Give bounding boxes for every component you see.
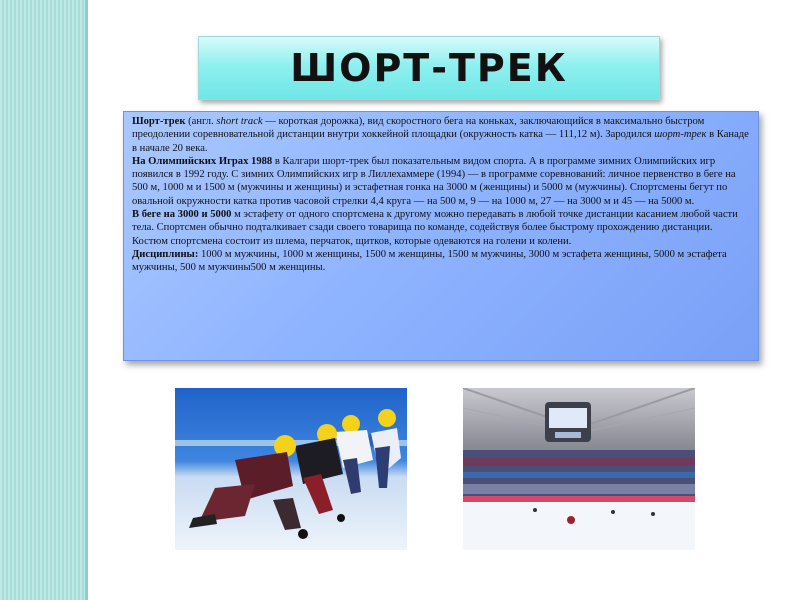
relay-heading: В беге на 3000 и 5000 [132, 209, 232, 221]
italic-term: шорт-трек [654, 129, 707, 141]
ice-arena-photo [463, 388, 695, 550]
paragraph-intro [132, 115, 750, 155]
text-span: (англ. [185, 116, 217, 127]
paragraph-relay [132, 208, 750, 248]
english-term: short track [216, 116, 263, 127]
disciplines-heading: Дисциплины: [132, 248, 199, 260]
text-span: м эстафету от одного спортсмена к другому можно передавать в любой точке дистанции касанием любой части тела. Спортсмен обычно подталкивает сзади своего товарища по команде, содействуя более быстрому прохождению дистанции. Костюм спортсмена состоит из шлема, перчаток, щитков, которые одеваются на голени и колени. [132, 209, 738, 247]
term-short-track: Шорт-трек [132, 116, 186, 127]
paragraph-olympics [132, 155, 750, 208]
title-banner [198, 36, 660, 100]
text-span: 1000 м мужчины, 1000 м женщины, 1500 м женщины, 1500 м мужчины, 3000 м эстафета женщины, 5000 м эстафета мужчины, 500 м мужчины500 м женщины. [132, 248, 727, 274]
left-decorative-stripe [0, 0, 88, 600]
text-span: в Канаде в начале 20 века. [132, 129, 749, 154]
olympics-heading: На Олимпийских Играх 1988 [132, 155, 273, 167]
paragraph-disciplines [132, 248, 750, 275]
text-span: — короткая дорожка), вид скоростного бега на коньках, заключающийся в максимально быстром преодолении соревновательной дистанции внутри хоккейной площадки (окружность катка — 111,12 м). Зародился [132, 116, 705, 141]
short-track-skaters-photo [175, 388, 407, 550]
text-span: в Калгари шорт-трек был показательным видом спорта. А в программе зимних Олимпийских игр появился в 1992 году. С зимних Олимпийских игр в Лиллехаммере (1994) — в программе соревнований: личное первенство в беге на 500 м, 1000 м и 1500 м (мужчины и женщины) и эстафетная гонка на 3000 м (женщины) и 5000 м (мужчины). Спортсмены бегут по овальной окружности катка против часовой стрелки 4,4 круга — на 500 м, 9 — на 1000 м, 27 — на 3000 м и 45 — на 5000 м. [132, 155, 736, 207]
description-text-box [123, 111, 759, 361]
page-title: ШОРТ-ТРЕК [290, 46, 568, 90]
